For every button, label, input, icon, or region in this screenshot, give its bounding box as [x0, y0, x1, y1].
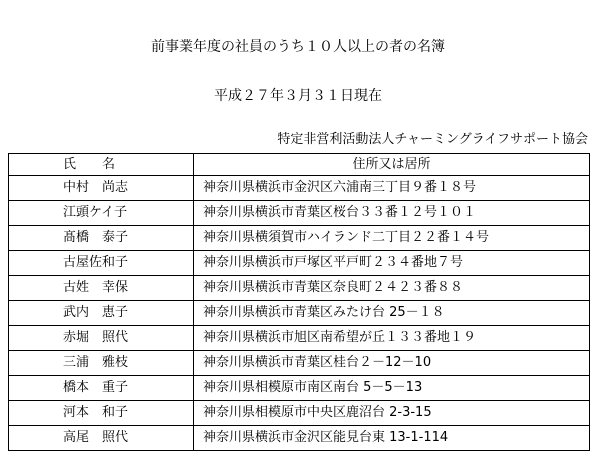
table-row	[9, 201, 590, 226]
member-name: 三浦 雅枝	[9, 351, 194, 376]
member-name: 橋本 重子	[9, 376, 194, 401]
member-name: 髙橋 泰子	[9, 226, 194, 251]
member-address: 神奈川県横浜市旭区南希望が丘１３３番地１９	[194, 326, 590, 351]
member-name: 古屋佐和子	[9, 251, 194, 276]
member-address: 神奈川県横須賀市ハイランド二丁目２２番１４号	[194, 226, 590, 251]
table-row	[9, 226, 590, 251]
name-column-header: 氏 名	[9, 154, 194, 176]
member-address: 神奈川県横浜市青葉区奈良町２４２３番８８	[194, 276, 590, 301]
member-address: 神奈川県相模原市南区南台 5－5－13	[194, 376, 590, 401]
table-header-row	[9, 154, 590, 176]
table-row	[9, 326, 590, 351]
member-name: 赤堀 照代	[9, 326, 194, 351]
member-address: 神奈川県相模原市中央区鹿沼台 2-3-15	[194, 401, 590, 426]
member-name: 中村 尚志	[9, 176, 194, 201]
address-column-header: 住所又は居所	[194, 154, 590, 176]
member-name: 古姓 幸保	[9, 276, 194, 301]
member-address: 神奈川県横浜市青葉区みたけ台 25－１８	[194, 301, 590, 326]
table-row	[9, 176, 590, 201]
member-name: 武内 恵子	[9, 301, 194, 326]
member-name: 高尾 照代	[9, 426, 194, 451]
table-row	[9, 276, 590, 301]
member-address: 神奈川県横浜市青葉区桜台３３番１２号１０１	[194, 201, 590, 226]
member-name: 河本 和子	[9, 401, 194, 426]
table-row	[9, 301, 590, 326]
table-row	[9, 251, 590, 276]
member-roster-table	[8, 153, 590, 451]
as-of-date: 平成２７年３月３１日現在	[214, 88, 382, 104]
member-address: 神奈川県横浜市金沢区六浦南三丁目９番１８号	[194, 176, 590, 201]
table-row	[9, 351, 590, 376]
table-row	[9, 401, 590, 426]
member-address: 神奈川県横浜市戸塚区平戸町２３４番地７号	[194, 251, 590, 276]
member-address: 神奈川県横浜市青葉区桂台２－12－10	[194, 351, 590, 376]
member-address: 神奈川県横浜市金沢区能見台東 13-1-114	[194, 426, 590, 451]
organization-name: 特定非営利活動法人チャーミングライフサポート協会	[277, 132, 588, 147]
member-name: 江頭ケイ子	[9, 201, 194, 226]
table-row	[9, 376, 590, 401]
table-row	[9, 426, 590, 451]
document-title: 前事業年度の社員のうち１０人以上の者の名簿	[151, 39, 445, 55]
